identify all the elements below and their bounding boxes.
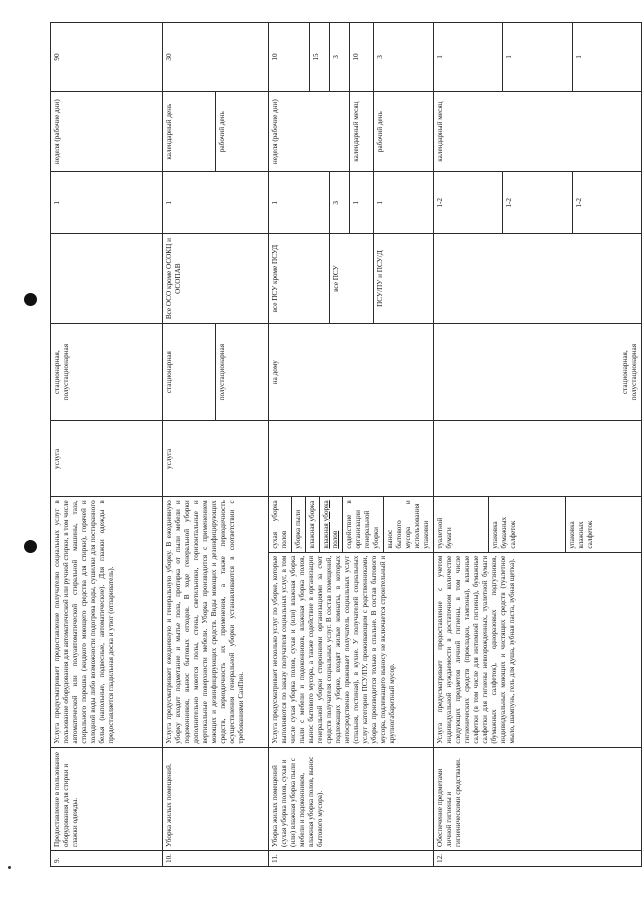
value-a: 1 (434, 23, 502, 91)
quantity: 1 (51, 172, 163, 234)
service-description: Услуга предусматривает ежедневную и генеральную уборку. В ежедневную уборку входит подметание и мытье пола, протирка от пыли мебели и подоконников, вынос бытовых отходов. В ходе генеральной уборки дополнительно моются полы, стены, светильники, горизонтальные и вертикальные поверхности мебели. Уборка производится с применением моющих и дезинфицирующих средств. Виды моющих и дезинфицирующих средств, периодичность их применения, а также периодичность осуществления генеральной уборки устанавливаются в соответствии с требованиями СанПин. (163, 497, 269, 747)
sub-service: влажная уборка (306, 497, 320, 552)
service-unit-empty (269, 421, 434, 497)
service-form-a: стационарная (163, 324, 215, 421)
value-split (269, 23, 434, 92)
table-row (163, 23, 269, 867)
value: 90 (51, 23, 163, 92)
quantity-b: 1-2 (502, 172, 573, 233)
sub-service: содействие в организации генеральной уборки (343, 497, 384, 552)
value-c: 3 (329, 23, 349, 91)
service-description: Услуга предусматривает несколько услуг по уборке, которые выполняются по заказу получателя социальных услуг, в том числе сухая уборка полов, сухая и (или) влажная уборка пыли с мебели и подоконников, влажная уборка полов, вынос бытового мусора, а также содействие в организации генеральной уборки сторонними организациями за счет средств получателя социальных услуг. В состав помещений, подлежащих уборке, входят жилые комнаты, в которых непосредственно проживает получатель социальных услуг (спальня, гостиная), в кухне. У получателей социальных услуг категории ПСУ/ПУ, проживающим с родственниками, уборка производится только в спальне. В состав бытового мусора, подлежащего выносу не включается строительный и крупногабаритный мусор. (269, 552, 433, 746)
quantity-a: 1-2 (434, 172, 502, 233)
service-form: на дому (269, 323, 434, 421)
service-name: Уборка жилых помещений. (163, 747, 269, 850)
punch-hole-bottom (24, 540, 37, 553)
value-d: 10 (349, 23, 373, 91)
period-a: неделя (рабочие дни) (269, 92, 349, 171)
quantity: 1 (163, 172, 269, 234)
quantity-b: 3 (329, 172, 349, 233)
value-a: 10 (269, 23, 309, 91)
quantity-d: 1 (375, 201, 384, 205)
quantity-split (269, 172, 434, 234)
recipients (51, 234, 163, 324)
service-name: Обеспечение предметами личной гигиены и гигиеническими средствами. (434, 747, 642, 850)
recipients: Все ОСО кроме ОСОКЦ и ОСОПАВ (163, 234, 269, 324)
service-unit-empty (434, 421, 642, 497)
period-b: рабочий день (217, 111, 226, 153)
sub-service: сухая уборка полов (269, 497, 292, 552)
row-number: 10. (163, 850, 269, 866)
service-description: Услуга предусматривает предоставление получателю социальных услуг в пользование оборудования для автоматической или ручной стирки, в том числе автоматической или полуавтоматической стиральной машины, таза, стирального порошка (жидкого моющего средства для стирки), горячей и холодной воды либо возможности подогрева воды, сушилки для постиранного белья (напольные, подвесные, автоматические). Для глажки одежды в предоставляется гладильная доска и утюг (отпариватель). (51, 497, 163, 747)
period: календарный месяц (434, 91, 642, 171)
sub-service: влажная уборка полов (320, 497, 343, 552)
quantity-a: 1 (269, 172, 329, 233)
period: неделя (рабочие дни) (51, 91, 163, 171)
period-split (163, 91, 269, 171)
value-b: 15 (309, 23, 329, 91)
table-row (434, 23, 642, 867)
quantity-c: 1 (349, 172, 373, 233)
service-unit: услуга (163, 421, 269, 497)
service-form: стационарная, полустационарная (434, 323, 642, 421)
row-number: 11. (269, 850, 434, 866)
scan-speck (8, 866, 11, 869)
period-split (269, 91, 434, 171)
services-table (50, 22, 642, 867)
recipients-split (269, 234, 434, 324)
table-row (269, 23, 434, 867)
table-row (51, 23, 163, 867)
recipients-c: ПСУ/ПУ и ПСУ/Д (375, 250, 384, 307)
service-description-split (269, 497, 434, 747)
row-number: 12. (434, 850, 642, 866)
value: 30 (163, 23, 269, 92)
punch-hole-top (24, 293, 37, 306)
recipients-empty (434, 234, 642, 324)
service-name: Уборка жилых помещений (сухая уборка полов, сухая и (или) влажная уборка пыли с мебели и подоконников, влажная уборка полов, вынос бытового мусора). (269, 747, 434, 850)
period-c: рабочий день (375, 111, 384, 153)
sub-service: упаковка влажных салфеток (565, 497, 641, 552)
sub-service: упаковка бумажных салфеток (488, 497, 565, 552)
quantity-split (434, 172, 642, 234)
recipients-b: все ПСУ (329, 234, 373, 323)
service-description-split (434, 497, 642, 747)
value-e: 3 (375, 55, 384, 59)
service-unit: услуга (51, 421, 163, 497)
service-form-split (163, 323, 269, 421)
row-number: 9. (51, 850, 163, 866)
value-split (434, 23, 642, 92)
sub-service: вынос бытового мусора и использования упаковки (384, 497, 434, 552)
period-b: календарный месяц (349, 92, 373, 171)
rotated-table-page (50, 22, 642, 867)
service-form-b: полустационарная (217, 343, 226, 401)
sub-service: туалетной бумаги (434, 497, 488, 552)
quantity-c: 1-2 (575, 198, 584, 208)
service-description: Услуга предусматривает предоставление с учетом индивидуальной нуждаемости в достаточном количестве следующих предметов личной гигиены, в том числе гигиенических средств (прокладки, тампоны), влажные салфетки (в том числе для интимной гигиены), бумажные салфетки для гигиены невозрожденных, туалетной бумаги (бумажных салфеток), одноразовых подгузников, индивидуальных моющих и чистящих средств (туалетное мыло, шампунь, гель для душа, зубная паста, зубная щетка). (434, 552, 641, 746)
value-b: 1 (502, 23, 573, 91)
period-a: календарный день (163, 92, 215, 171)
recipients-a: все ПСУ кроме ПСУД (269, 234, 329, 323)
sub-service: уборка пыли (292, 497, 306, 552)
service-form: стационарная, полустационарная (51, 323, 163, 421)
value-c: 1 (575, 55, 584, 59)
service-name: Предоставление в пользование оборудования для стирки и глажки одежды. (51, 747, 163, 850)
